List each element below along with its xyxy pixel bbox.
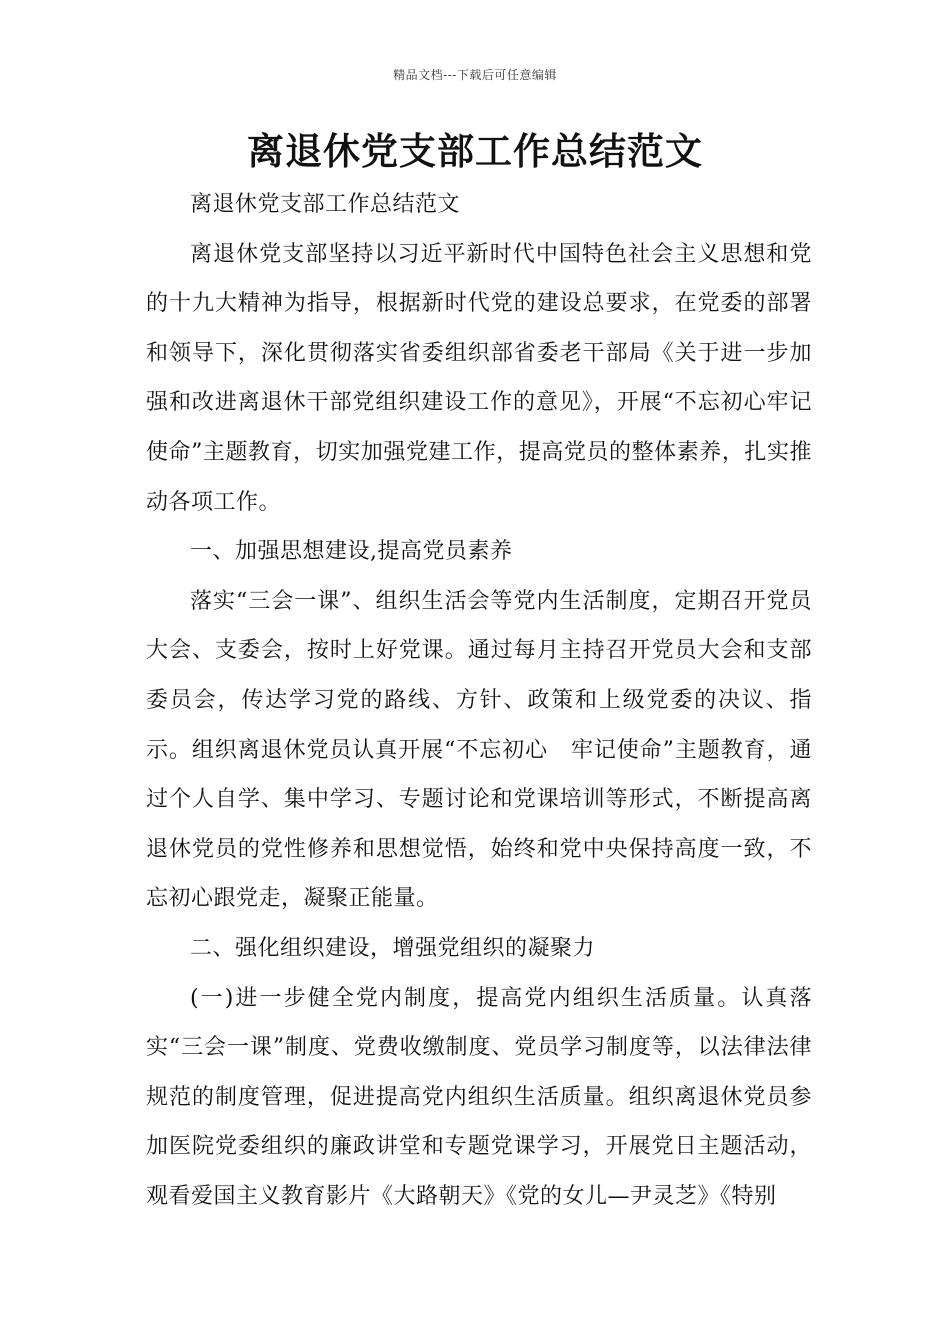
section-1-paragraph: 落实“三会一课”、组织生活会等党内生活制度，定期召开党员大会、支委会，按时上好党课。通过每月主持召开党员大会和支部委员会，传达学习党的路线、方针、政策和上级党委的决议、指示。组织离退休党员认真开展“不忘初心 牢记使命”主题教育，通过个人自学、集中学习、专题讨论和党课培训等形式，不断提高离退休党员的党性修养和思想觉悟，始终和党中央保持高度一致，不忘初心跟党走，凝聚正能量。: [146, 588, 812, 912]
subtitle-paragraph: 离退休党支部工作总结范文: [190, 192, 461, 217]
document-body: [146, 180, 812, 1221]
document-title: 离退休党支部工作总结范文: [247, 130, 703, 173]
section-2-paragraph: (一)进一步健全党内制度，提高党内组织生活质量。认真落实“三会一课”制度、党费收缴制度、党员学习制度等，以法律法律规范的制度管理，促进提高党内组织生活质量。组织离退休党员参加医院党委组织的廉政讲堂和专题党课学习，开展党日主题活动，观看爱国主义教育影片《大路朝天》《党的女儿—尹灵芝》《特别: [146, 985, 812, 1209]
section-heading-2: 二、强化组织建设，增强党组织的凝聚力: [190, 935, 596, 961]
section-heading-1: 一、加强思想建设,提高党员素养: [190, 539, 513, 565]
intro-paragraph: 离退休党支部坚持以习近平新时代中国特色社会主义思想和党的十九大精神为指导，根据新时代党的建设总要求，在党委的部署和领导下，深化贯彻落实省委组织部省委老干部局《关于进一步加强和改进离退休干部党组织建设工作的意见》，开展“不忘初心牢记使命”主题教育，切实加强党建工作，提高党员的整体素养，扎实推动各项工作。: [146, 241, 812, 515]
header-note: 精品文档---下载后可任意编辑: [393, 68, 557, 82]
